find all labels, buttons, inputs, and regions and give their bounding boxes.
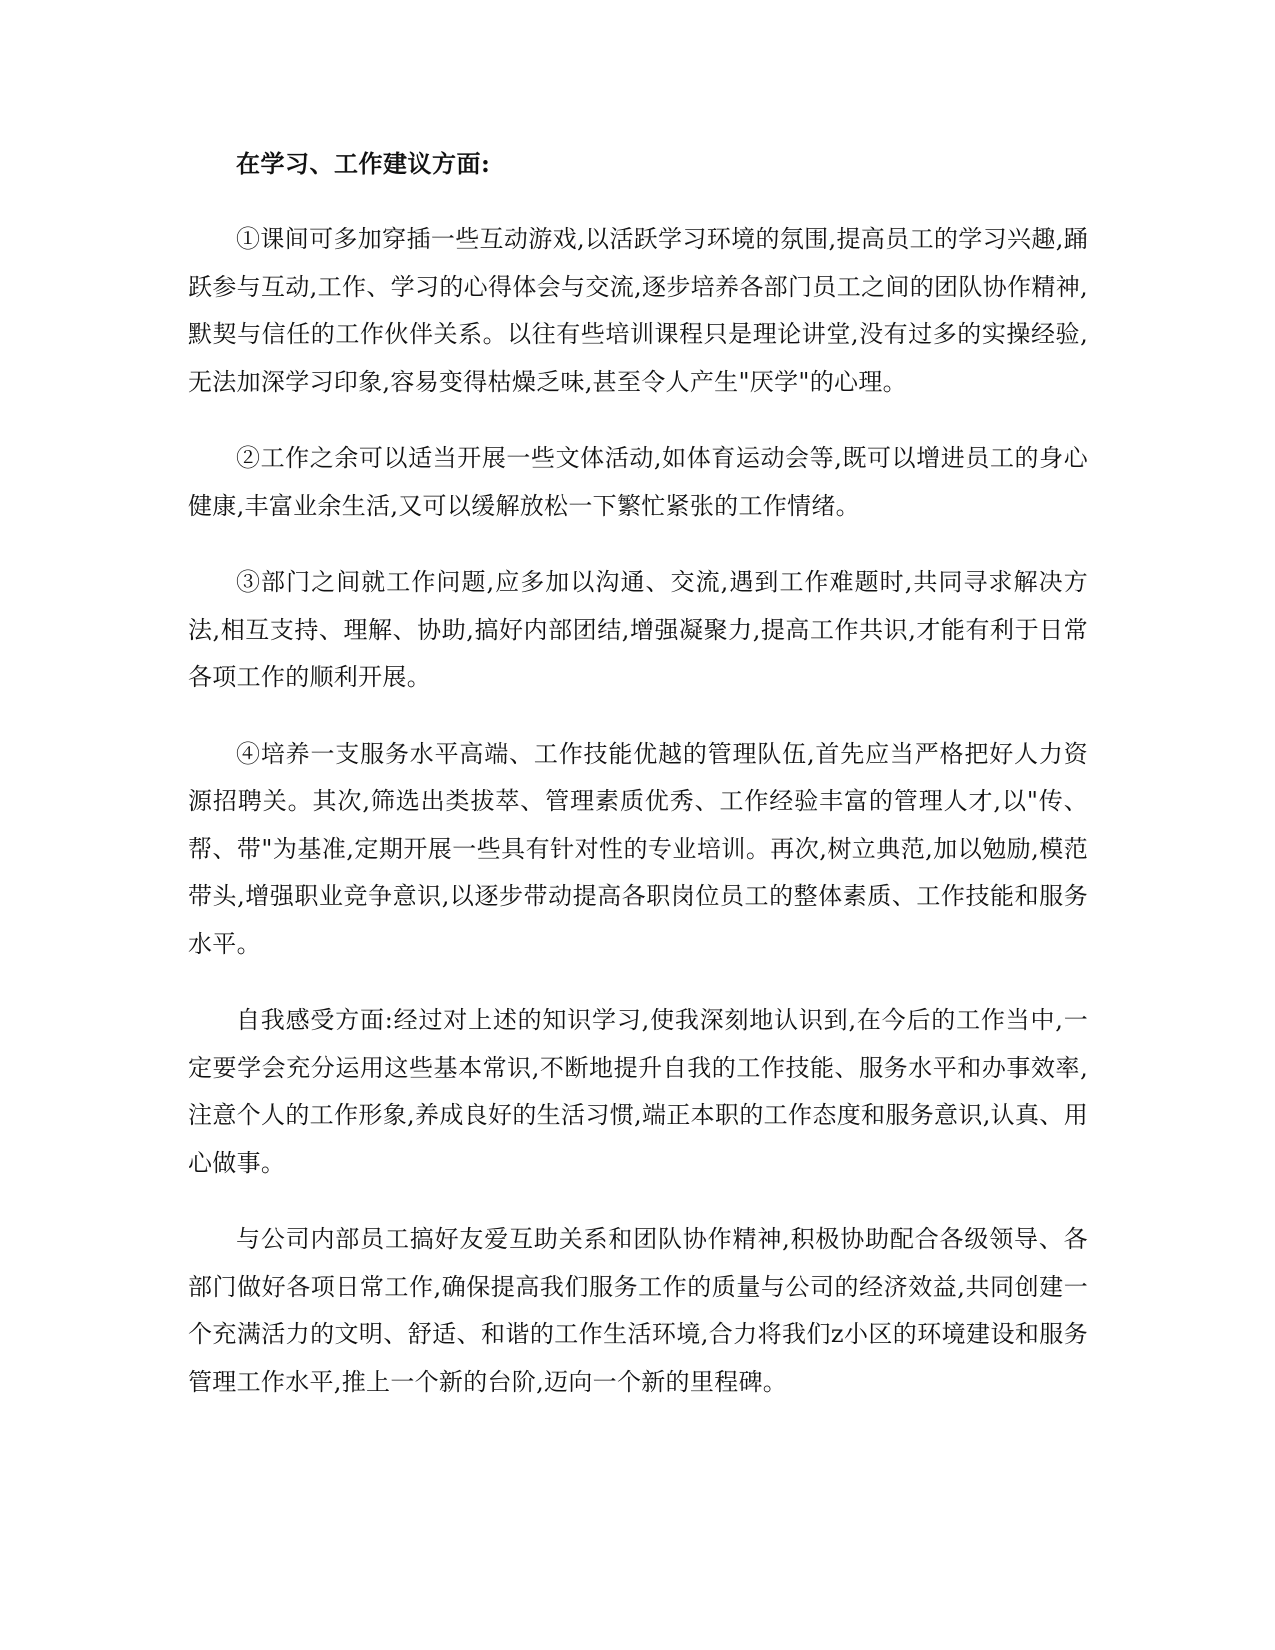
paragraph-suggestion-2: ②工作之余可以适当开展一些文体活动,如体育运动会等,既可以增进员工的身心健康,丰富业余生活,又可以缓解放松一下繁忙紧张的工作情绪。 [188,444,1088,520]
paragraph-suggestion-4: ④培养一支服务水平高端、工作技能优越的管理队伍,首先应当严格把好人力资源招聘关。其次,筛选出类拔萃、管理素质优秀、工作经验丰富的管理人才,以"传、帮、带"为基准,定期开展一些具有针对性的专业培训。再次,树立典范,加以勉励,模范带头,增强职业竞争意识,以逐步带动提高各职岗位员工的整体素质、工作技能和服务水平。 [188,739,1088,958]
section-heading: 在学习、工作建议方面: [236,149,491,178]
paragraph-self-reflection: 自我感受方面:经过对上述的知识学习,使我深刻地认识到,在今后的工作当中,一定要学会充分运用这些基本常识,不断地提升自我的工作技能、服务水平和办事效率,注意个人的工作形象,养成良好的生活习惯,端正本职的工作态度和服务意识,认真、用心做事。 [188,1006,1088,1177]
paragraph-conclusion: 与公司内部员工搞好友爱互助关系和团队协作精神,积极协助配合各级领导、各部门做好各项日常工作,确保提高我们服务工作的质量与公司的经济效益,共同创建一个充满活力的文明、舒适、和谐的工作生活环境,合力将我们z小区的环境建设和服务管理工作水平,推上一个新的台阶,迈向一个新的里程碑。 [188,1225,1088,1396]
paragraph-suggestion-3: ③部门之间就工作问题,应多加以沟通、交流,遇到工作难题时,共同寻求解决方法,相互支持、理解、协助,搞好内部团结,增强凝聚力,提高工作共识,才能有利于日常各项工作的顺利开展。 [188,568,1088,691]
paragraph-suggestion-1: ①课间可多加穿插一些互动游戏,以活跃学习环境的氛围,提高员工的学习兴趣,踊跃参与互动,工作、学习的心得体会与交流,逐步培养各部门员工之间的团队协作精神,默契与信任的工作伙伴关系。以往有些培训课程只是理论讲堂,没有过多的实操经验,无法加深学习印象,容易变得枯燥乏味,甚至令人产生"厌学"的心理。 [188,225,1088,396]
document-body [188,140,1088,1435]
